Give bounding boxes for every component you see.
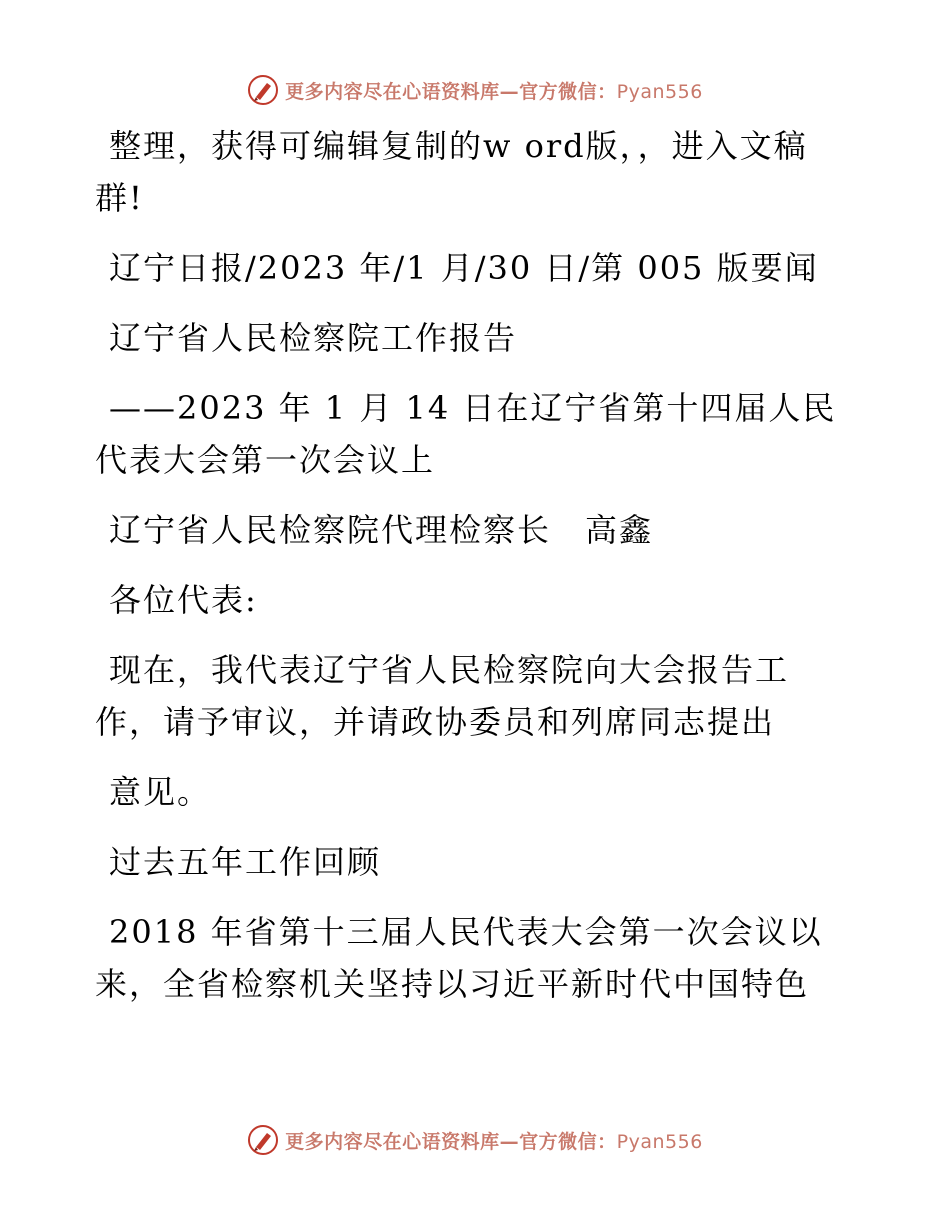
header-watermark	[0, 70, 950, 110]
author-line: 辽宁省人民检察院代理检察长 高鑫	[109, 511, 654, 549]
watermark-text: 更多内容尽在心语资料库—官方微信：Pyan556	[285, 1130, 703, 1153]
footer-watermark	[0, 1120, 950, 1160]
text-line: 辽宁日报/2023 年/1 月/30 日/第 005 版要闻	[109, 249, 819, 287]
document-title: 辽宁省人民检察院工作报告	[109, 319, 518, 357]
watermark-wechat-id: Pyan556	[616, 1130, 703, 1153]
text-line: 来，全省检察机关坚持以习近平新时代中国特色	[95, 965, 810, 1003]
watermark-wechat-id: Pyan556	[616, 80, 703, 103]
salutation: 各位代表:	[109, 581, 258, 619]
text-line: 意见。	[109, 773, 212, 811]
pen-logo-icon	[247, 1124, 279, 1156]
text-line: 作，请予审议，并请政协委员和列席同志提出	[95, 703, 776, 741]
section-heading: 过去五年工作回顾	[109, 843, 382, 881]
text-line: ——2023 年 1 月 14 日在辽宁省第十四届人民	[109, 389, 837, 427]
text-line: 整理，获得可编辑复制的w ord版，，进入文稿	[109, 127, 808, 165]
document-body	[95, 120, 855, 1010]
pen-logo-icon	[247, 74, 279, 106]
text-line: 代表大会第一次会议上	[95, 441, 436, 479]
text-line: 2018 年省第十三届人民代表大会第一次会议以	[109, 913, 823, 951]
text-line: 现在，我代表辽宁省人民检察院向大会报告工	[109, 651, 790, 689]
text-line: 群!	[95, 179, 144, 217]
watermark-text: 更多内容尽在心语资料库—官方微信：Pyan556	[285, 80, 703, 103]
